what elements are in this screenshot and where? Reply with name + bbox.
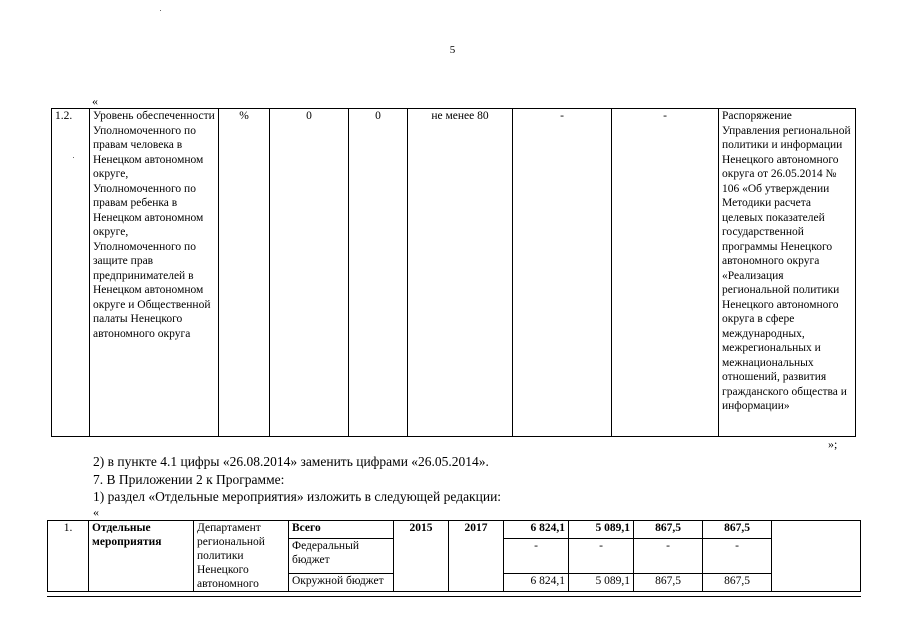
amount-cell: - (703, 539, 772, 574)
value-cell: 0 (270, 109, 349, 437)
indicator-table (51, 108, 856, 437)
open-quote: « (93, 505, 99, 519)
amount-cell: 867,5 (703, 521, 772, 539)
amount-cell: 867,5 (634, 521, 703, 539)
value-cell: - (513, 109, 612, 437)
value-cell: не менее 80 (408, 109, 513, 437)
unit-cell: % (219, 109, 270, 437)
paragraph: 7. В Приложении 2 к Программе: (93, 472, 285, 487)
row-number: 1. (48, 521, 89, 592)
value-cell: - (612, 109, 719, 437)
table-bottom-border (47, 596, 861, 597)
table-row (48, 521, 861, 539)
amount-cell: - (634, 539, 703, 574)
measure-name: Отдельные мероприятия (89, 521, 194, 592)
paragraph: 1) раздел «Отдельные мероприятия» изложить в следующей редакции: (93, 489, 502, 504)
value-cell: 0 (349, 109, 408, 437)
table-row (52, 109, 856, 437)
empty-cell (772, 521, 861, 592)
indicator-name: Уровень обеспеченности Уполномоченного по правам человека в Ненецком автономном округе, Уполномоченного по правам ребенка в Ненецком автономном округе, Уполномоченного по защите прав предпринимателей в Ненецком автономном округе и Общественной палаты Ненецкого автономного округа (90, 109, 219, 437)
amount-cell: 6 824,1 (504, 573, 569, 591)
amount-cell: 867,5 (634, 573, 703, 591)
source-label: Всего (289, 521, 394, 539)
amount-cell: 867,5 (703, 573, 772, 591)
source-label: Федеральный бюджет (289, 539, 394, 574)
amount-cell: 6 824,1 (504, 521, 569, 539)
executor-cell: Департамент региональной политики Ненецкого автономного (194, 521, 289, 592)
open-quote: « (92, 94, 98, 108)
paragraph: 2) в пункте 4.1 цифры «26.08.2014» заменить цифрами «26.05.2014». (93, 454, 489, 469)
row-number: 1.2. (52, 109, 90, 437)
start-year: 2015 (394, 521, 449, 592)
close-quote: »; (828, 437, 838, 451)
amount-cell: 5 089,1 (569, 573, 634, 591)
amount-cell: - (569, 539, 634, 574)
source-cell: Распоряжение Управления региональной политики и информации Ненецкого автономного округа от 26.05.2014 № 106 «Об утверждении Методики расчета целевых показателей государственной программы Ненецкого автономного округа «Реализация региональной политики Ненецкого автономного округа в сфере международных, межрегиональных и межнациональных отношений, развития гражданского общества и информации» (719, 109, 856, 437)
measures-table (47, 520, 861, 592)
end-year: 2017 (449, 521, 504, 592)
source-label: Окружной бюджет (289, 573, 394, 591)
amount-cell: 5 089,1 (569, 521, 634, 539)
page-cutoff (0, 598, 905, 640)
amount-cell: - (504, 539, 569, 574)
page-number: 5 (449, 44, 456, 56)
scan-speck (160, 10, 161, 11)
